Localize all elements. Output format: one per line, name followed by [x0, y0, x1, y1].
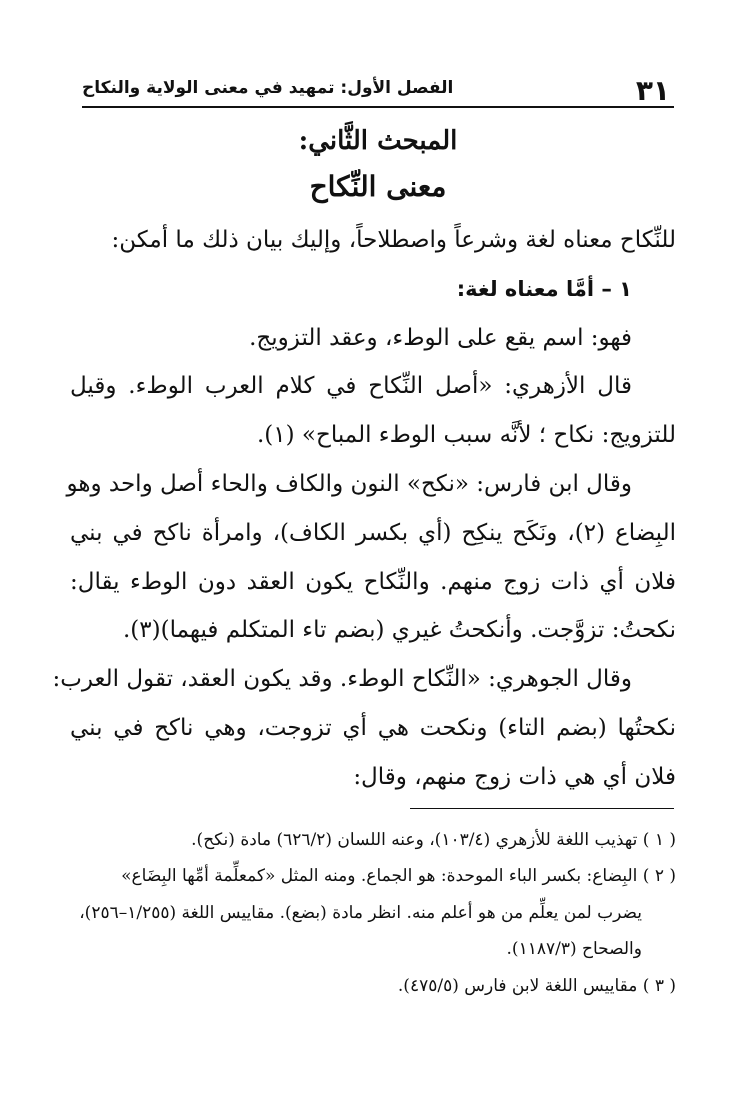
footnotes: [79, 822, 676, 1004]
body-line: قال الأزهري: «أصل النِّكاح في كلام العرب الوطء. وقيل: [70, 373, 632, 400]
running-header: [82, 74, 674, 107]
body-line: نكحتُها (بضم التاء) ونكحت هي أي تزوجت، وهي ناكح في بني: [70, 714, 676, 741]
body-line: للتزويج: نكاح ؛ لأنَّه سبب الوطء المباح» (١).: [256, 422, 676, 449]
body-line: فهو: اسم يقع على الوطء، وعقد التزويج.: [249, 324, 632, 351]
body-line: وقال الجوهري: «النِّكاح الوطء. وقد يكون العقد، تقول العرب:: [52, 666, 632, 693]
footnote: ( ٣ ) مقاييس اللغة لابن فارس (٤٧٥/٥).: [397, 975, 676, 996]
footnote-continuation: والصحاح (١١٨٧/٣).: [506, 939, 642, 960]
header-rule: [82, 106, 674, 108]
body-line: نكحتُ: تزوَّجت. وأنكحتُ غيري (بضم تاء المتكلم فيهما)(٣).: [122, 617, 676, 644]
subsection-heading: ١ – أمَّا معناه لغة:: [456, 276, 632, 301]
footnote: ( ٢ ) البِضاع: بكسر الباء الموحدة: هو الجماع. ومنه المثل «كمعلِّمة أمِّها البِضَاع»: [121, 866, 676, 887]
footnote: ( ١ ) تهذيب اللغة للأزهري (١٠٣/٤)، وعنه اللسان (٦٢٦/٢) مادة (نكح).: [191, 830, 676, 850]
section-subheading: معنى النِّكاح: [309, 170, 447, 203]
body-line: وقال ابن فارس: «نكح» النون والكاف والحاء أصل واحد وهو: [66, 470, 632, 497]
section-heading: المبحث الثَّاني:: [298, 126, 458, 156]
body-line: للنِّكاح معناه لغة وشرعاً واصطلاحاً، وإليك بيان ذلك ما أمكن:: [111, 227, 676, 253]
page-number: ٣١: [635, 74, 670, 107]
chapter-title: الفصل الأول: تمهيد في معنى الولاية والنكاح: [82, 78, 454, 98]
body-line: فلان أي هي ذات زوج منهم، وقال:: [353, 763, 676, 790]
footnote-rule: [410, 808, 674, 809]
body-line: البِضاع (٢)، ونَكَح ينكِح (أي بكسر الكاف)، وامرأة ناكح في بني: [70, 519, 676, 546]
body-text: [52, 216, 676, 802]
body-line: فلان أي ذات زوج منهم. والنِّكاح يكون العقد دون الوطء يقال:: [70, 568, 676, 595]
footnote-continuation: يضرب لمن يعلِّم من هو أعلم منه. انظر مادة (بضع). مقاييس اللغة (١/٢٥٥–٢٥٦)،: [79, 902, 642, 923]
